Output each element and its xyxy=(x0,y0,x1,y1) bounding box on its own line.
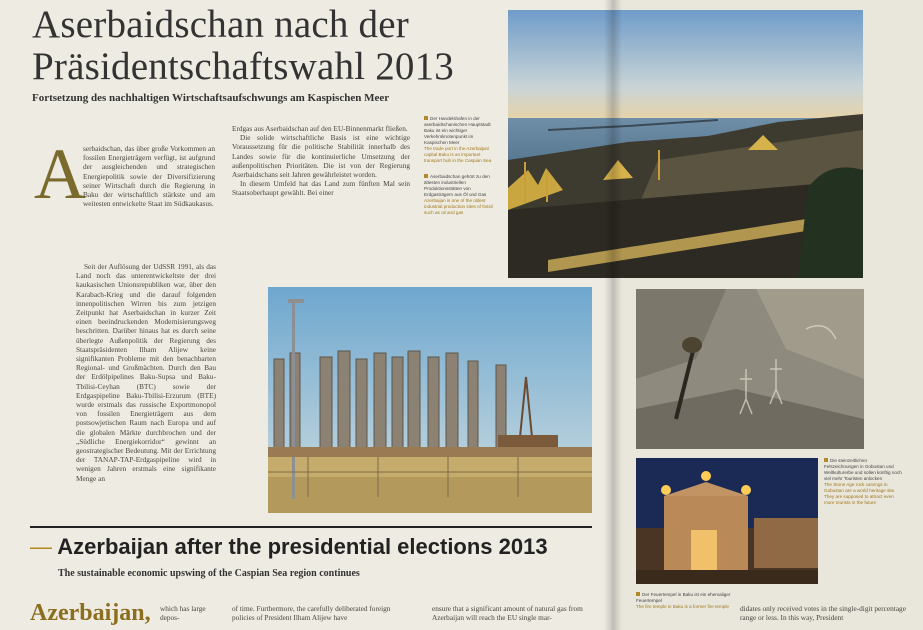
english-heading-text: Azerbaijan after the presidential elections 2013 xyxy=(57,534,548,559)
column-2-paragraph-2: Die solide wirtschaftliche Basis ist eine wichtige Voraussetzung für die politische Stabilität innerhalb des Landes sowie für die kontinuierliche Umsetzung der außenpolitischen Prioritäten. Die ist von der Regierung Aserbaidschans seit Jahren gewährleistet worden. xyxy=(232,133,410,180)
rock-carvings-illustration xyxy=(636,289,864,449)
caption-port-de-1: Der Handelshafen in der aserbaidschanischen Hauptstadt Baku ist ein wichtiger Verkehrsknotenpunkt im Kaspischen Meer xyxy=(424,116,491,145)
fire-temple-photo xyxy=(636,458,818,584)
english-column-2: of time. Furthermore, the carefully deliberated foreign policies of President Ilham Alijew have xyxy=(232,604,391,623)
title-line-2: Präsidentschaftswahl 2013 xyxy=(32,45,455,88)
english-subheading: The sustainable economic upswing of the Caspian Sea region continues xyxy=(58,568,360,579)
spine-shadow xyxy=(604,0,622,630)
baku-port-illustration xyxy=(508,10,863,278)
caption-port xyxy=(424,116,498,216)
caption-port-en-2: Azerbaijan is one of the oldest industrial production sites of fossil such as oil and gas xyxy=(424,198,493,215)
caption-rock xyxy=(824,458,902,506)
column-1-body: Seit der Auflösung der UdSSR 1991, als das Land noch das unterentwickeltste der drei kaukasischen Unionsrepubliken war, über den Karabach-Krieg und die darauf folgenden innenpolitischen Wirren bis zum jetzigen Zeitpunkt hat Aserbaidschan in kurzer Zeit einen beeindruckenden Modernisierungsweg beschritten. Darüber hinaus hat es durch seine überlegte Außenpolitik der Regierung des Staatspräsidenten Ilham Alijew keine signifikanten Probleme mit den benachbarten Regional- und Großmächten. Durch den Bau der Erdölpipelines Baku-Supsa und Baku-Tbilisi-Ceyhan (BTC) sowie der Erdgaspipeline Baku-Tbilisi-Erzurum (BTE) wurde erstmals das russische Exportmonopol von fossilen Energieträgern aus dem postsowjetischen Raum nach Europa und auf die globalen Märkte durchbrochen und der „Südliche Energiekorridor“ gewinnt an geostrategischer Bedeutung. Mit der Errichtung der TANAP-TAP-Erdgaspipeline wird in wenigen Jahren erstmals eine signifikante Menge an xyxy=(76,262,216,483)
english-column-1: which has large depos- xyxy=(160,604,206,623)
english-lead-word: Azerbaijan, xyxy=(30,600,151,626)
english-heading-dash: — xyxy=(30,534,52,559)
oil-platforms-illustration xyxy=(268,287,592,513)
caption-temple-de: Der Feuertempel in Baku ist ein ehemaliger Feuertempel xyxy=(636,592,731,603)
rock-carvings-photo xyxy=(636,289,864,449)
caption-port-de-2: Aserbaidschan gehört zu den ältesten industriellen Produktionsstätten von Erdgasträgern aus Öl und Gas xyxy=(424,174,490,197)
caption-temple-en: The fire temple in Baku is a former fire temple xyxy=(636,604,729,609)
baku-port-photo xyxy=(508,10,863,278)
column-1-intro-tail xyxy=(33,221,215,267)
article-subtitle: Fortsetzung des nachhaltigen Wirtschaftsaufschwungs am Kaspischen Meer xyxy=(32,92,390,104)
oil-platforms-photo xyxy=(268,287,592,513)
fire-temple-illustration xyxy=(636,458,818,584)
column-2-paragraph-3: In diesem Umfeld hat das Land zum fünften Mal sein Staatsoberhaupt gewählt. Bei einer xyxy=(232,179,410,198)
caption-bullet-icon xyxy=(636,592,640,596)
drop-cap: A xyxy=(34,134,86,214)
title-line-1: Aserbaidschan nach der xyxy=(32,3,409,46)
caption-rock-de: Die steinzeitlichen Felszeichnungen in Gobustan und Weltkulturerbe und sollen künftig noch viel mehr Touristen anlocken xyxy=(824,458,902,481)
caption-temple xyxy=(636,592,732,610)
caption-bullet-icon xyxy=(424,116,428,120)
column-2 xyxy=(232,124,410,198)
english-column-4: didates only received votes in the single-digit percentage range or less. In this way, President xyxy=(740,604,906,623)
column-1-intro: serbaidschan, das über große Vorkommen an fossilen Energieträgern verfügt, ist aufgrund der ausgleichenden und strategischen Energiepolitik sowie der Diversifizierung seiner Wirtschaft durch die Regierung in Baku der wirtschaftlich stärkste und am weitesten entwickelte Staat im Südkaukasus. xyxy=(83,144,215,209)
caption-rock-en: The Stone Age rock carvings in Gobustan are a world heritage site. They are supposed to attract even more tourists in the future xyxy=(824,482,896,505)
english-column-3: ensure that a significant amount of natural gas from Azerbaijan will reach the EU single mar- xyxy=(432,604,583,623)
caption-bullet-icon xyxy=(424,174,428,178)
column-2-paragraph-1: Erdgas aus Aserbaidschan auf den EU-Binnenmarkt fließen. xyxy=(232,124,408,133)
section-divider xyxy=(30,526,592,528)
caption-port-en-1: The trade port in the Azerbaijani capital Baku is an important transport hub in the Caspian Sea xyxy=(424,146,492,163)
article-title xyxy=(32,4,502,88)
caption-bullet-icon xyxy=(824,458,828,462)
english-heading xyxy=(30,534,600,560)
